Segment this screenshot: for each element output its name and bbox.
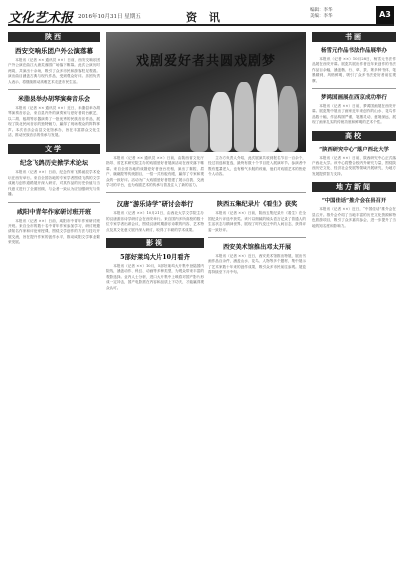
masthead-credits — [310, 8, 370, 20]
center-column — [106, 156, 306, 291]
article-headline: 纪念飞鸽历史掀学术论坛 — [19, 160, 89, 168]
article-body: 本报讯（记者 ××）日前，陕西研究中心正式落户西北大学。该中心将整合校内外研究力量，围绕陕西历史文化、经济社会发展等领域开展研究，为地方发展提供智力支持。 — [312, 155, 396, 176]
section-tag-literature: 文学 — [8, 144, 100, 154]
section-title: 资 讯 — [186, 11, 224, 24]
article-body: 本报讯（记者 ×× 通讯员 ××）近日，米脂县举办胡琴演奏音乐会，来自县内外的演奏家与爱好者同台献艺，以二胡、板胡等乐器演奏了一批优秀的民族音乐作品，展现了陕北民间音乐的独特魅力，赢得了现场观众的阵阵掌声。本次音乐会由县文化馆承办，旨在丰富群众文化生活，推动民族音乐的传承与发展。 — [8, 106, 100, 138]
article-body: 主办方负责人介绍，此次展演共收到报名节目一百余个，经过初选和复选，最终有数十个节目进入展演环节。参演者中既有耄耋老人，也有稚气未脱的孩童，他们对戏剧艺术的热爱令人动容。 — [208, 156, 306, 177]
newspaper-logo: 文化艺术报 — [8, 11, 74, 26]
article-headline: 西安美术馆推出邓太开展 — [222, 244, 292, 252]
article-headline: “陕西研究中心”落户西北大学 — [319, 146, 389, 153]
article-body: 本报讯（记者 ××）日前，陕西五集纪录片《看生》在全国纪录片评选中获奖。该片以细腻的镜头语言记录了普通人的生活状态与精神世界，展现了时代变迁中的人间百态，获得评委一致好评。 — [208, 211, 306, 232]
lead-article — [106, 156, 306, 188]
article-body: 本报讯（记者 ××）近日，“中国佳话”推介会在县召开。推介会介绍了当地丰富的历史文化资源和特色旅游项目，吸引了众多嘉宾参会，进一步提升了当地的知名度和影响力。 — [312, 207, 396, 228]
performer-figure — [256, 74, 278, 152]
performer-figure — [190, 106, 208, 152]
article-headline: 西安交响乐团户外公演落幕 — [15, 47, 93, 55]
editor-credit: 编辑：李华 — [310, 8, 333, 13]
article-body: 本报讯（记者 ×× 通讯员 ××）日前，西安交响乐团户外公演在曲江大唐芙蓉园广场落下帷幕。此次公演历时两周，共演出十余场，吸引了众多市民和游客驻足观看。演出曲目涵盖古典与现代作品，受到观众好评。乐团负责人表示，将继续推动高雅艺术走进市民生活。 — [8, 58, 100, 84]
section-tag-shaanxi: 陕西 — [8, 32, 100, 42]
section-tag-university: 高校 — [312, 131, 396, 141]
center-lower — [106, 197, 306, 291]
center-lower-left — [106, 197, 204, 291]
issue-date: 2016年10月31日 星期五 — [78, 14, 141, 20]
divider — [312, 88, 396, 89]
article-headline: 汉唐“游乐诗学”研讨会举行 — [116, 201, 194, 209]
right-column — [312, 32, 396, 229]
masthead — [8, 6, 394, 26]
section-tag-film: 影视 — [106, 238, 204, 248]
section-tag-calligraphy: 书画 — [312, 32, 396, 42]
article-headline: 米脂县举办胡琴演奏音乐会 — [17, 96, 90, 104]
article-headline: 梦鸿国画展在西京成功举行 — [320, 95, 387, 102]
article-headline: 咸阳中青年作家研讨班开班 — [16, 208, 92, 216]
divider — [208, 237, 306, 238]
section-tag-local-news: 地方新闻 — [312, 182, 396, 192]
article-body: 本报讯（记者 ××）日前，咸阳市中青年作家研讨班开班。来自全市的数十名中青年作家参加学习，研讨班邀请知名作家和评论家授课，围绕文学创作的方法与技巧开展交流，旨在提升作家的创作水平，推动咸阳文学事业繁荣发展。 — [8, 218, 100, 245]
article-body: 本报讯（记者 ××）近日，西安美术馆推出特展，展出书画作品百余件，涵盖山水、花鸟、人物等多个题材，集中展示了艺术家数十年来的创作成果，吸引众多市民前往参观。展览将持续至下月中旬。 — [208, 254, 306, 275]
designer-credit: 美编：李华 — [310, 14, 333, 19]
lead-headline: 戏剧爱好者共圆戏剧梦 — [136, 54, 277, 69]
article-headline: 5部好莱坞大片10月看齐 — [120, 254, 190, 262]
article-headline: “中国佳话”推介会在县召开 — [321, 198, 387, 205]
article-headline: 杨雪元作品书法作品展举办 — [320, 48, 387, 54]
performer-figure — [210, 92, 232, 152]
article-body: 本报讯（记者 ××）10月21日，由西北大学文学院主办的汉唐游乐诗学研讨会在西安举行。来自国内多所高校的数十位专家学者出席会议，围绕汉唐时期游乐诗歌的内容、艺术特点及其文化意义展开深入研讨，取得了丰硕的学术成果。 — [106, 211, 204, 232]
article-body: 本报讯（记者 ××）日前，梦鸿国画展在西安开幕。展览集中展出了画家近年来创作的山水、花鸟作品数十幅，作品构图严谨，笔墨灵动，意境深远，展现了画家扎实的传统功底和鲜明的艺术个性。 — [312, 104, 396, 125]
article-headline: 陕西五集纪录片《看生》获奖 — [216, 201, 298, 209]
left-column — [8, 32, 100, 246]
performer-figure — [234, 82, 254, 152]
article-body: 本报讯（记者 ××）10月，5部好莱坞大片集中登陆国内院线，涵盖动作、科幻、动画等多种类型，为观众带来丰富的观影选择。业内人士分析，进口大片集中上映将对国产影片形成一定冲击，国产电影需在内容和品质上下功夫，才能赢得观众认可。 — [106, 264, 204, 290]
performer-figure — [278, 86, 298, 152]
center-lower-right — [208, 197, 306, 291]
divider — [106, 192, 306, 193]
article-body: 本报讯（记者 ××）10月28日，杨雪元书法作品展在西安开幕。展览共展出作者近年来创作的书法作品百余幅，涵盖楷、行、草、隶、篆多种书体，笔墨精到，风格鲜明，吸引了众多书法爱好者前往观摩。 — [312, 57, 396, 83]
divider — [8, 202, 100, 203]
divider — [8, 89, 100, 90]
article-body: 本报讯（记者 ××）日前，纪念作家飞鸽诞辰学术论坛在西安举行。来自全国各地的专家学者围绕飞鸽的文学成就与创作道路展开深入研讨，对其作品的历史价值与当代意义进行了全面回顾，与会者一致认为应加强研究与传播。 — [8, 170, 100, 197]
page-number: A3 — [376, 6, 394, 24]
article-body: 本报讯（记者 ×× 通讯员 ××）日前，由陕西省文化厅指导、省艺术研究院主办的戏剧爱好者展演活动在西安落下帷幕。来自全省各地的戏剧爱好者登台亮相，演出了秦腔、眉户、碗碗腔等传统剧目，一招一式有板有眼，赢得了专家和观众的一致好评。活动为广大戏剧爱好者搭建了展示自我、交流学习的平台，也为戏剧艺术的传承与普及注入了新的活力。 — [106, 156, 204, 188]
